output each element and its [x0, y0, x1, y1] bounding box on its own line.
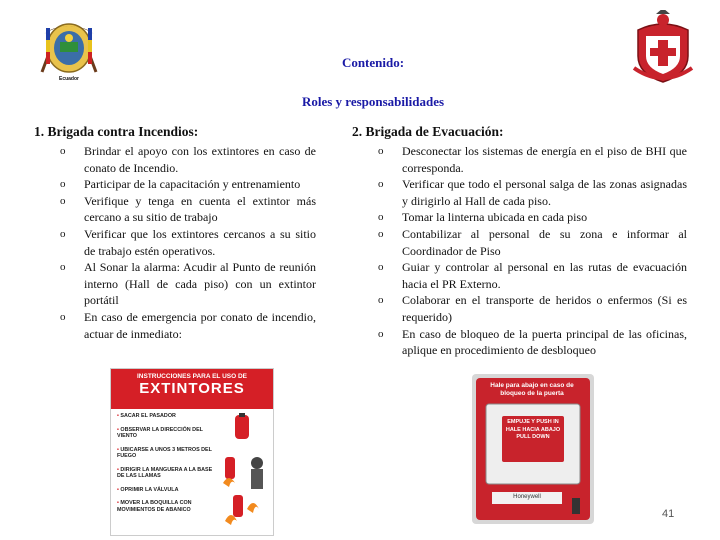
poster-steps	[117, 413, 217, 520]
poster-step: • SACAR EL PASADOR	[117, 413, 176, 419]
list-item: o Brindar el apoyo con los extintores en caso de conato de Incendio.	[60, 143, 316, 176]
poster-step: • OPRIMIR LA VÁLVULA	[117, 486, 179, 493]
poster-title: EXTINTORES	[139, 380, 245, 397]
poster-step-text: MOVER LA BOQUILLA CON MOVIMIENTOS DE ABANICO	[117, 500, 192, 513]
poster-step-text: DIRIGIR LA MANGUERA A LA BASE DE LAS LLAMAS	[117, 466, 213, 479]
poster-step-text: OBSERVAR LA DIRECCIÓN DEL VIENTO	[117, 426, 203, 439]
extinguisher-illustration-icon	[217, 413, 269, 531]
brigada-evacuacion-list	[378, 143, 687, 359]
poster-step: • MOVER LA BOQUILLA CON MOVIMIENTOS DE ABANICO	[117, 500, 192, 513]
section-heading-brigada-incendios: 1. Brigada contra Incendios:	[34, 124, 199, 139]
ecuador-coat-of-arms-logo	[38, 16, 100, 86]
page-title: Contenido:	[341, 55, 405, 70]
list-item: o En caso de emergencia por conato de incendio, actuar de inmediato:	[60, 309, 316, 342]
list-item: o Contabilizar al personal de su zona e informar al Coordinador de Piso	[378, 226, 687, 259]
logo-caption: Ecuador	[58, 76, 79, 82]
door-release-pull-station	[472, 374, 594, 524]
list-item: o Participar de la capacitación y entrenamiento	[60, 176, 316, 193]
brand-label: Honeywell	[513, 494, 541, 500]
institutional-shield-logo	[632, 10, 694, 86]
poster-top-text: INSTRUCCIONES PARA EL USO DE	[136, 373, 248, 380]
list-item: o En caso de bloqueo de la puerta principal de las oficinas, aplique en procedimiento de desbloqueo	[378, 326, 687, 359]
poster-step: • DIRIGIR LA MANGUERA A LA BASE DE LAS LLAMAS	[117, 466, 213, 479]
poster-step-text: SACAR EL PASADOR	[120, 413, 176, 419]
extinguisher-instructions-poster	[110, 368, 274, 536]
poster-step: • OBSERVAR LA DIRECCIÓN DEL VIENTO	[117, 426, 203, 439]
list-item: o Verificar que los extintores cercanos a su sitio de trabajo estén operativos.	[60, 226, 316, 259]
section-heading-brigada-evacuacion: 2. Brigada de Evacuación:	[352, 124, 504, 139]
poster-step-text: OPRIMIR LA VÁLVULA	[120, 486, 179, 493]
poster-step-text: UBICARSE A UNOS 3 METROS DEL FUEGO	[117, 446, 212, 459]
brigada-incendios-list	[60, 143, 316, 342]
poster-step: • UBICARSE A UNOS 3 METROS DEL FUEGO	[117, 446, 212, 459]
list-item: o Colaborar en el transporte de heridos o enfermos (Si es requerido)	[378, 292, 687, 325]
page-subtitle: Roles y responsabilidades	[301, 94, 445, 109]
list-item: o Al Sonar la alarma: Acudir al Punto de reunión interno (Hall de cada piso) con un extintor portátil	[60, 259, 316, 309]
list-item: o Verifique y tenga en cuenta el extintor más cercano a su sitio de trabajo	[60, 193, 316, 226]
list-item: o Desconectar los sistemas de energía en el piso de BHI que corresponda.	[378, 143, 687, 176]
pull-handle-text: EMPUJE Y PUSH IN HALE HACIA ABAJO PULL DOWN	[505, 419, 561, 440]
poster-header	[111, 369, 273, 409]
list-item: o Verificar que todo el personal salga de las zonas asignadas y dirigirlo al Hall de cada piso.	[378, 176, 687, 209]
list-item: o Tomar la linterna ubicada en cada piso	[378, 209, 687, 226]
list-item: o Guiar y controlar al personal en las rutas de evacuación hacia el PR Externo.	[378, 259, 687, 292]
pull-station-label: Hale para abajo en caso de bloqueo de la puerta	[490, 382, 574, 397]
page-number: 41	[662, 508, 675, 520]
